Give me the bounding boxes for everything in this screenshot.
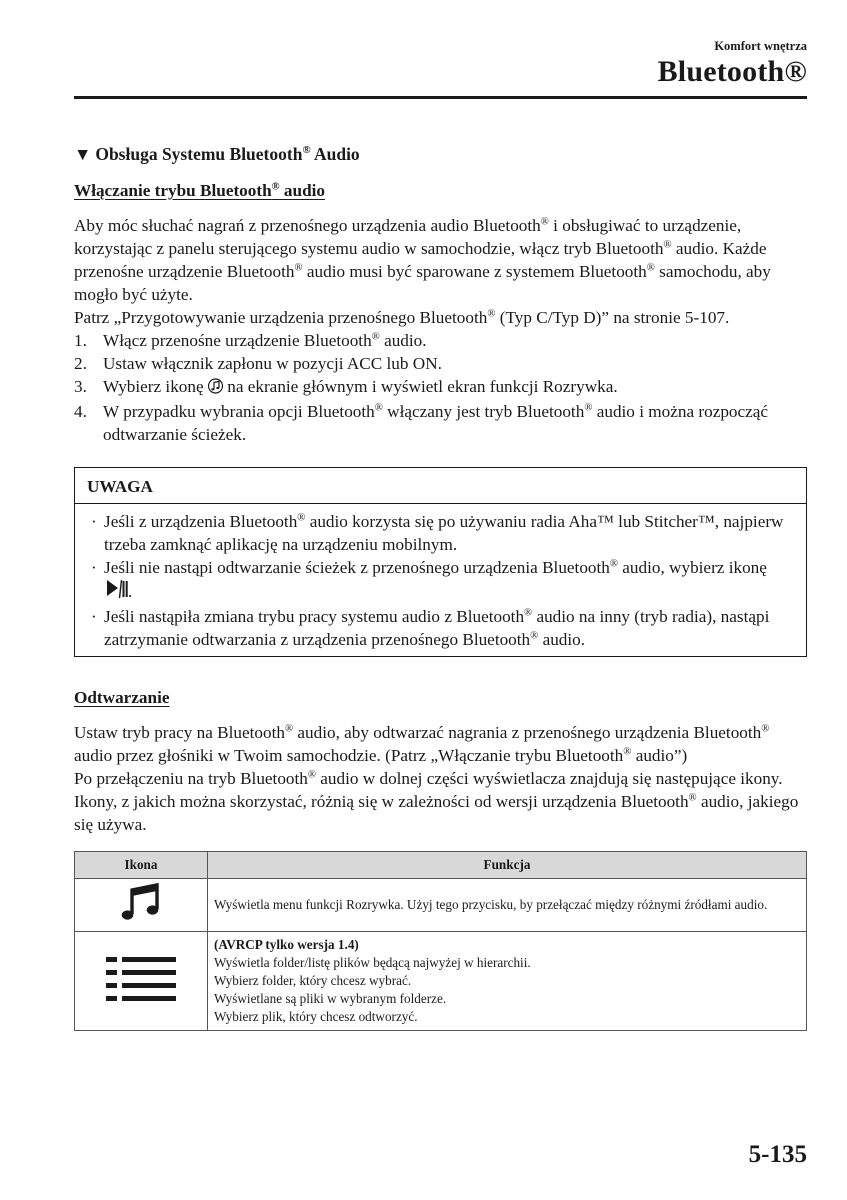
entertainment-music-icon: [208, 377, 223, 400]
music-note-icon: [119, 913, 163, 928]
intro-paragraph: Aby móc słuchać nagrań z przenośnego urządzenia audio Bluetooth® i obsługiwać to urządzenie, korzystając z panelu sterującego systemu audio w samochodzie, włącz tryb Bluetooth® audio. Każde przenośne urządzenie Bluetooth® audio musi być sparowane z systemem Bluetooth® samochodu, aby mogło być użyte.: [74, 216, 771, 304]
table-row: [75, 932, 807, 1031]
list-item: 3. Wybierz ikonę na ekranie głównym i wyświetl ekran funkcji Rozrywka.: [74, 375, 807, 400]
play-pause-icon: [106, 579, 128, 605]
page-number: 5-135: [748, 1141, 807, 1168]
header-divider: [74, 96, 807, 99]
function-cell: Wyświetla menu funkcji Rozrywka. Użyj tego przycisku, by przełączać między różnymi źródłami audio.: [208, 879, 807, 932]
chapter-title: Bluetooth®: [657, 55, 807, 88]
list-icon: [106, 989, 176, 1004]
triangle-marker-icon: ▼: [74, 144, 92, 164]
note-box: [74, 467, 807, 657]
subheading-bt-mode: Włączanie trybu Bluetooth® audio: [74, 181, 326, 200]
icon-cell: [75, 932, 208, 1031]
column-header-function: Funkcja: [208, 852, 807, 879]
table-header-row: [75, 852, 807, 879]
subheading-playback: Odtwarzanie: [74, 688, 170, 707]
section-heading: ▼ Obsługa Systemu Bluetooth® Audio: [74, 144, 360, 164]
list-item: 4. W przypadku wybrania opcji Bluetooth® włączany jest tryb Bluetooth® audio i można rozpocząć odtwarzanie ścieżek.: [74, 402, 769, 444]
list-item: 2. Ustaw włącznik zapłonu w pozycji ACC lub ON.: [74, 354, 442, 373]
chapter-subtitle: Komfort wnętrza: [714, 39, 807, 53]
icon-cell: [75, 879, 208, 932]
list-item: · Jeśli nie nastąpi odtwarzanie ścieżek z przenośnego urządzenia Bluetooth® audio, wybierz ikonę .: [89, 556, 794, 605]
function-cell: (AVRCP tylko wersja 1.4) Wyświetla folder/listę plików będącą najwyżej w hierarchii. Wybierz folder, który chcesz wybrać. Wyświetlane są pliki w wybranym folderze. Wybierz plik, który chcesz odtworzyć.: [208, 932, 807, 1031]
icons-paragraph: Po przełączeniu na tryb Bluetooth® audio w dolnej części wyświetlacza znajdują się następujące ikony. Ikony, z jakich można skorzystać, różnią się w zależności od wersji urządzenia Bluetooth® audio, jakiego się używa.: [74, 769, 799, 834]
icon-function-table: [74, 851, 807, 1031]
note-body: [75, 504, 806, 656]
list-item: · Jeśli z urządzenia Bluetooth® audio korzysta się po używaniu radia Aha™ lub Stitcher™, najpierw trzeba zamknąć aplikację na urządzeniu mobilnym.: [91, 512, 784, 554]
column-header-icon: Ikona: [75, 852, 208, 879]
playback-paragraph: Ustaw tryb pracy na Bluetooth® audio, aby odtwarzać nagrania z przenośnego urządzenia Bluetooth® audio przez głośniki w Twoim samochodzie. (Patrz „Włączanie trybu Bluetooth® audio”): [74, 723, 770, 765]
list-item: · Jeśli nastąpiła zmiana trybu pracy systemu audio z Bluetooth® audio na inny (tryb radia), nastąpi zatrzymanie odtwarzania z urządzenia przenośnego Bluetooth® audio.: [91, 607, 770, 649]
note-title: UWAGA: [75, 468, 806, 504]
list-item: 1. Włącz przenośne urządzenie Bluetooth® audio.: [74, 331, 427, 350]
page-content: [74, 143, 807, 1031]
reference-paragraph: Patrz „Przygotowywanie urządzenia przenośnego Bluetooth® (Typ C/Typ D)” na stronie 5-107.: [74, 308, 730, 327]
steps-list: [74, 329, 807, 446]
table-row: [75, 879, 807, 932]
